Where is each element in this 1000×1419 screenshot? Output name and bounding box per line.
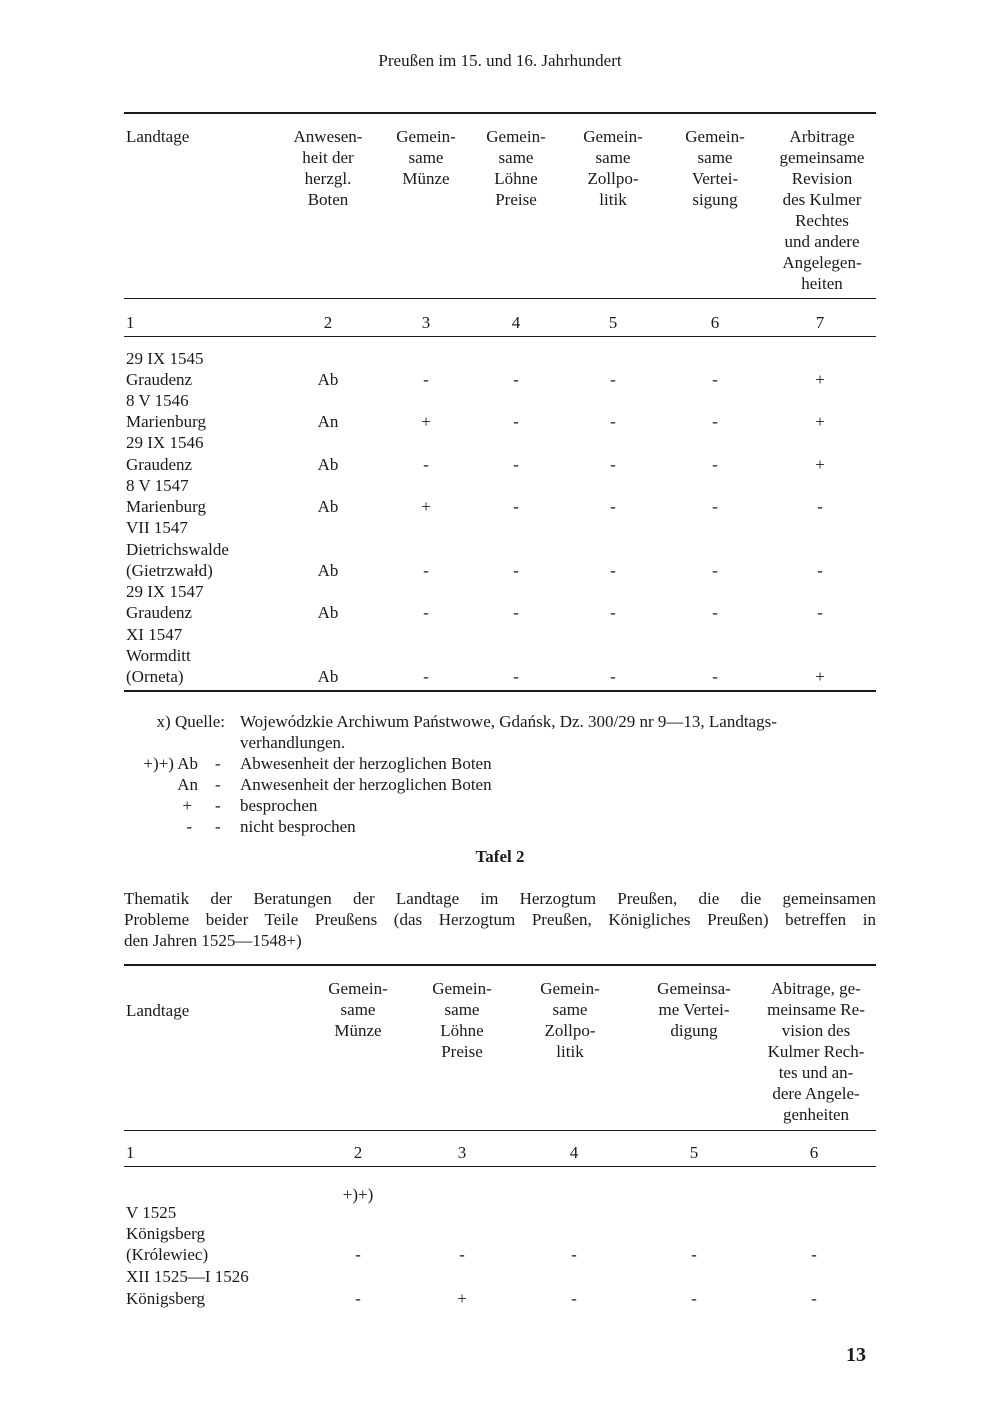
table-cell: -: [423, 370, 429, 389]
table-cell: -: [423, 667, 429, 686]
note-text: Anwesenheit der herzoglichen Boten: [240, 775, 492, 794]
row-place: Graudenz: [126, 455, 193, 474]
table-cell: -: [423, 603, 429, 622]
col-header-arbitrage: Abitrage, ge- meinsame Re- vision des Kulmer Rech- tes und an- dere Angele- genheiten: [767, 979, 865, 1124]
note-key: +)+) Ab: [143, 754, 198, 773]
col-number: 6: [809, 1143, 819, 1162]
running-header: Preußen im 15. und 16. Jahrhundert: [378, 51, 622, 70]
table-cell: Ab: [317, 603, 339, 622]
note-text: besprochen: [240, 796, 318, 815]
table-cell: -: [817, 603, 823, 622]
row-date: 29 IX 1547: [126, 582, 204, 601]
table-cell: Ab: [317, 667, 339, 686]
table-cell: +: [815, 667, 825, 686]
caption-line: den Jahren 1525—1548+): [124, 931, 302, 950]
table-cell: -: [571, 1245, 577, 1264]
col-header-coinage: Gemein- same Münze: [396, 127, 456, 188]
table-cell: -: [355, 1289, 361, 1308]
table-rule-bottom: [124, 690, 876, 692]
table-cell: Ab: [317, 561, 339, 580]
col-number: 5: [689, 1143, 699, 1162]
table-cell: -: [571, 1289, 577, 1308]
col-header-customs: Gemein- same Zollpo- litik: [540, 979, 600, 1061]
col-number: 3: [421, 313, 431, 332]
table-cell: +: [421, 497, 431, 516]
table-cell: -: [712, 412, 718, 431]
table-2-caption: [124, 888, 876, 951]
col-header-customs: Gemein- same Zollpo- litik: [583, 127, 643, 209]
col-header-wages: Gemein- same Löhne Preise: [432, 979, 492, 1061]
table-cell: -: [513, 561, 519, 580]
row-place: Marienburg: [126, 497, 206, 516]
table-cell: -: [712, 497, 718, 516]
row-place-alt: (Gietrzwałd): [126, 561, 213, 580]
row-place: Wormditt: [126, 646, 191, 665]
table-cell: -: [691, 1289, 697, 1308]
table-cell: -: [610, 667, 616, 686]
table-cell: -: [817, 497, 823, 516]
table-cell: -: [712, 455, 718, 474]
table-cell: Ab: [317, 497, 339, 516]
col-number: 3: [457, 1143, 467, 1162]
table-cell: -: [513, 455, 519, 474]
table-cell: -: [610, 497, 616, 516]
table-cell: +: [457, 1289, 467, 1308]
table-rule-top: [124, 112, 876, 114]
note-text: Wojewódzkie Archiwum Państwowe, Gdańsk, Dz. 300/29 nr 9—13, Landtags-: [240, 712, 777, 731]
footnote-marker: +)+): [342, 1185, 374, 1204]
row-date: 29 IX 1546: [126, 433, 204, 452]
table-rule-header: [124, 298, 876, 299]
table-cell: -: [817, 561, 823, 580]
row-place: Graudenz: [126, 370, 193, 389]
table-cell: -: [610, 370, 616, 389]
table-rule-numbers: [124, 336, 876, 337]
table-cell: +: [815, 412, 825, 431]
table-cell: -: [459, 1245, 465, 1264]
col-header-landtage: Landtage: [126, 1001, 190, 1020]
col-number: 2: [323, 313, 333, 332]
note-dash: -: [215, 817, 221, 836]
col-number: 2: [353, 1143, 363, 1162]
note-dash: -: [215, 775, 221, 794]
table-cell: -: [610, 455, 616, 474]
note-dash: -: [215, 754, 221, 773]
row-date: XII 1525—I 1526: [126, 1267, 249, 1286]
row-place-alt: (Orneta): [126, 667, 184, 686]
caption-line: Thematik der Beratungen der Landtage im Herzogtum Preußen, die die gemeinsamen: [124, 889, 876, 908]
table-cell: Ab: [317, 370, 339, 389]
col-header-coinage: Gemein- same Münze: [328, 979, 388, 1040]
table-cell: -: [712, 603, 718, 622]
col-header-presence: Anwesen- heit der herzgl. Boten: [293, 127, 363, 209]
note-key: An: [177, 775, 198, 794]
table-cell: -: [513, 412, 519, 431]
note-text: nicht besprochen: [240, 817, 356, 836]
table-cell: +: [815, 455, 825, 474]
table-cell: An: [317, 412, 339, 431]
col-number: 1: [126, 1143, 135, 1162]
table-cell: +: [815, 370, 825, 389]
col-number: 4: [569, 1143, 579, 1162]
row-date: VII 1547: [126, 518, 188, 537]
table-cell: -: [811, 1289, 817, 1308]
col-number: 1: [126, 313, 135, 332]
row-date: 29 IX 1545: [126, 349, 204, 368]
table-2-title: Tafel 2: [475, 847, 525, 866]
page-number: 13: [846, 1344, 866, 1366]
table-cell: -: [423, 455, 429, 474]
table-rule-numbers: [124, 1166, 876, 1167]
table-rule-header: [124, 1130, 876, 1131]
col-number: 5: [608, 313, 618, 332]
table-rule-top: [124, 964, 876, 966]
note-text: Abwesenheit der herzoglichen Boten: [240, 754, 492, 773]
row-place: Graudenz: [126, 603, 193, 622]
row-place: Königsberg: [126, 1224, 206, 1243]
row-place-alt: (Królewiec): [126, 1245, 209, 1264]
table-cell: -: [513, 667, 519, 686]
table-cell: -: [712, 370, 718, 389]
col-header-arbitrage: Arbitrage gemeinsame Revision des Kulmer Rechtes und andere Angelegen- heiten: [779, 127, 865, 293]
note-key: -: [186, 817, 192, 836]
table-cell: -: [610, 412, 616, 431]
note-dash: -: [215, 796, 221, 815]
table-cell: -: [355, 1245, 361, 1264]
note-key: +: [182, 796, 192, 815]
col-number: 6: [710, 313, 720, 332]
col-header-defence: Gemeinsa- me Vertei- digung: [657, 979, 731, 1040]
row-place: Dietrichswalde: [126, 540, 229, 559]
table-cell: Ab: [317, 455, 339, 474]
table-cell: -: [513, 370, 519, 389]
row-place: Königsberg: [126, 1289, 206, 1308]
col-header-wages: Gemein- same Löhne Preise: [486, 127, 546, 209]
col-number: 7: [815, 313, 825, 332]
row-date: 8 V 1546: [126, 391, 189, 410]
note-key: x) Quelle:: [156, 712, 225, 731]
row-date: V 1525: [126, 1203, 177, 1222]
row-date: 8 V 1547: [126, 476, 189, 495]
table-cell: +: [421, 412, 431, 431]
table-cell: -: [610, 561, 616, 580]
col-header-defence: Gemein- same Vertei- sigung: [685, 127, 745, 209]
note-text: verhandlungen.: [240, 733, 346, 752]
table-cell: -: [712, 561, 718, 580]
table-cell: -: [811, 1245, 817, 1264]
row-date: XI 1547: [126, 625, 183, 644]
table-cell: -: [712, 667, 718, 686]
table-cell: -: [691, 1245, 697, 1264]
table-cell: -: [513, 497, 519, 516]
caption-line: Probleme beider Teile Preußens (das Herzogtum Preußen, Königliches Preußen) betreffen in: [124, 910, 876, 929]
col-header-landtage: Landtage: [126, 127, 190, 146]
table-cell: -: [423, 561, 429, 580]
table-cell: -: [513, 603, 519, 622]
row-place: Marienburg: [126, 412, 206, 431]
col-number: 4: [511, 313, 521, 332]
table-cell: -: [610, 603, 616, 622]
